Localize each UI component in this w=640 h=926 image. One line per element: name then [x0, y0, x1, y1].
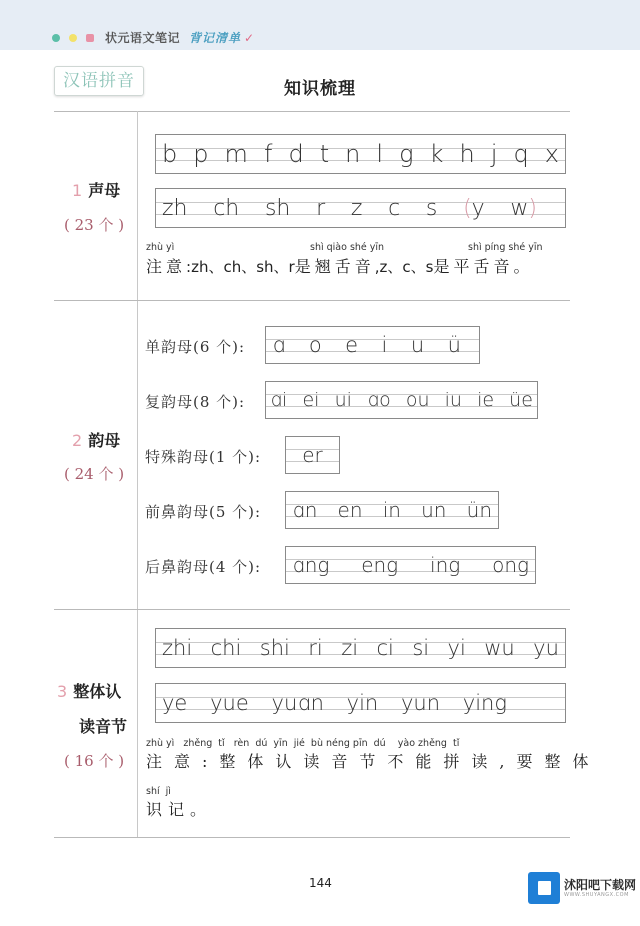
pinyin-item: yu	[533, 636, 559, 660]
pinyin-item: ü	[447, 333, 461, 357]
divider-top	[54, 111, 570, 112]
pink-dot-icon	[86, 34, 94, 42]
pinyin-item: zhi	[162, 636, 193, 660]
pinyin-item: ing	[430, 553, 461, 577]
compound-finals-label: 复韵母(8 个):	[145, 393, 246, 411]
pinyin-item: yin	[346, 691, 379, 715]
back-nasal-finals-label: 后鼻韵母(4 个):	[145, 558, 262, 576]
pinyin-item: üe	[509, 389, 533, 411]
divider-2	[54, 609, 570, 610]
pinyin-item: (y	[463, 195, 485, 221]
yellow-dot-icon	[69, 34, 77, 42]
pinyin-item: k	[429, 140, 444, 168]
pinyin-item: z	[350, 195, 363, 221]
pinyin-item: chi	[210, 636, 242, 660]
initials-row-1	[155, 134, 566, 174]
category-tag: 汉语拼音	[54, 66, 144, 96]
pinyin-item: l	[376, 140, 384, 168]
pinyin-item: er	[302, 443, 323, 467]
pinyin-item: ei	[302, 389, 320, 411]
column-divider	[137, 111, 138, 837]
compound-finals-box	[265, 381, 538, 419]
pinyin-item: ui	[334, 389, 352, 411]
section-finals-count: ( 24 个 )	[64, 465, 125, 483]
checkmark-icon: ✓	[244, 30, 255, 45]
pinyin-item: yi	[447, 636, 466, 660]
section-whole-title: 3 整体认	[57, 682, 122, 701]
page-title: 知识梳理	[284, 79, 356, 99]
pinyin-item: r	[316, 195, 326, 221]
pinyin-item: q	[513, 140, 529, 168]
pinyin-item: yun	[401, 691, 441, 715]
section-finals-title: 2 韵母	[72, 431, 121, 450]
divider-1	[54, 300, 570, 301]
pinyin-item: zi	[341, 636, 359, 660]
pinyin-item: si	[412, 636, 430, 660]
pinyin-item: ün	[466, 498, 492, 522]
pinyin-item: g	[399, 140, 414, 168]
special-finals-label: 特殊韵母(1 个):	[145, 448, 262, 466]
pinyin-item: ye	[162, 691, 188, 715]
pinyin-item: d	[288, 140, 304, 168]
pinyin-item: b	[162, 140, 178, 168]
initials-row-2	[155, 188, 566, 228]
pinyin-item: e	[345, 333, 359, 357]
pinyin-item: ci	[376, 636, 394, 660]
whole-syllables-note: zhù yì zhěng tǐ rèn dú yīn jié bù néng pīn dú yào zhěng tǐ 注意:整体认读音节不能拼读,要整体 shí jì 识记。	[146, 738, 601, 819]
pinyin-item: p	[193, 140, 209, 168]
pinyin-item: m	[224, 140, 248, 168]
section-initials-title: 1 声母	[72, 181, 121, 200]
pinyin-item: t	[319, 140, 330, 168]
divider-bottom	[54, 837, 570, 838]
pinyin-item: ch	[213, 195, 240, 221]
pinyin-item: o	[308, 333, 322, 357]
pinyin-item: yue	[210, 691, 249, 715]
front-nasal-finals-box	[285, 491, 499, 529]
brand-header	[52, 29, 254, 46]
front-nasal-finals-label: 前鼻韵母(5 个):	[145, 503, 262, 521]
single-finals-label: 单韵母(6 个):	[145, 338, 246, 356]
pinyin-item: ɑn	[292, 498, 318, 522]
whole-syllables-row-1	[155, 628, 566, 668]
pinyin-item: en	[337, 498, 363, 522]
pinyin-item: ong	[492, 553, 529, 577]
pinyin-item: wu	[484, 636, 515, 660]
watermark: 沭阳吧下载网 WWW.SHUYANGX.COM	[528, 872, 636, 904]
pinyin-item: u	[410, 333, 425, 357]
section-initials-count: ( 23 个 )	[64, 216, 125, 234]
pinyin-item: c	[388, 195, 401, 221]
section-whole-title-line2: 读音节	[79, 717, 128, 736]
pinyin-item: ɑng	[292, 553, 330, 577]
pinyin-item: w)	[510, 195, 537, 221]
pinyin-item: yuɑn	[271, 691, 324, 715]
teal-dot-icon	[52, 34, 60, 42]
pinyin-item: f	[263, 140, 273, 168]
special-finals-box	[285, 436, 340, 474]
cube-logo-icon	[528, 872, 560, 904]
whole-syllables-row-2	[155, 683, 566, 723]
pinyin-item: un	[421, 498, 447, 522]
pinyin-item: h	[459, 140, 475, 168]
pinyin-item: sh	[264, 195, 291, 221]
section-whole-count: ( 16 个 )	[64, 752, 125, 770]
pinyin-item: ie	[477, 389, 495, 411]
pinyin-item: ɑ	[272, 333, 286, 357]
pinyin-item: ying	[462, 691, 507, 715]
pinyin-item: s	[425, 195, 438, 221]
pinyin-item: eng	[361, 553, 399, 577]
pinyin-item: x	[544, 140, 559, 168]
brand-subtitle: 背记清单	[189, 31, 242, 45]
pinyin-item: ɑi	[270, 389, 288, 411]
pinyin-item: shi	[259, 636, 290, 660]
pinyin-item: iu	[444, 389, 462, 411]
pinyin-item: i	[381, 333, 388, 357]
pinyin-item: n	[345, 140, 361, 168]
pinyin-item: j	[490, 140, 498, 168]
pinyin-item: ri	[308, 636, 323, 660]
pinyin-item: zh	[162, 195, 188, 221]
brand-name: 状元语文笔记	[105, 31, 181, 45]
single-finals-box	[265, 326, 480, 364]
pinyin-item: ou	[405, 389, 430, 411]
initials-note: zhù yì shì qiào shé yīn shì píng shé yīn 注意:zh、ch、sh、r是翘舌音,z、c、s是平舌音。	[146, 242, 543, 276]
page-number: 144	[309, 876, 332, 890]
pinyin-item: ɑo	[367, 389, 391, 411]
back-nasal-finals-box	[285, 546, 536, 584]
pinyin-item: in	[382, 498, 401, 522]
